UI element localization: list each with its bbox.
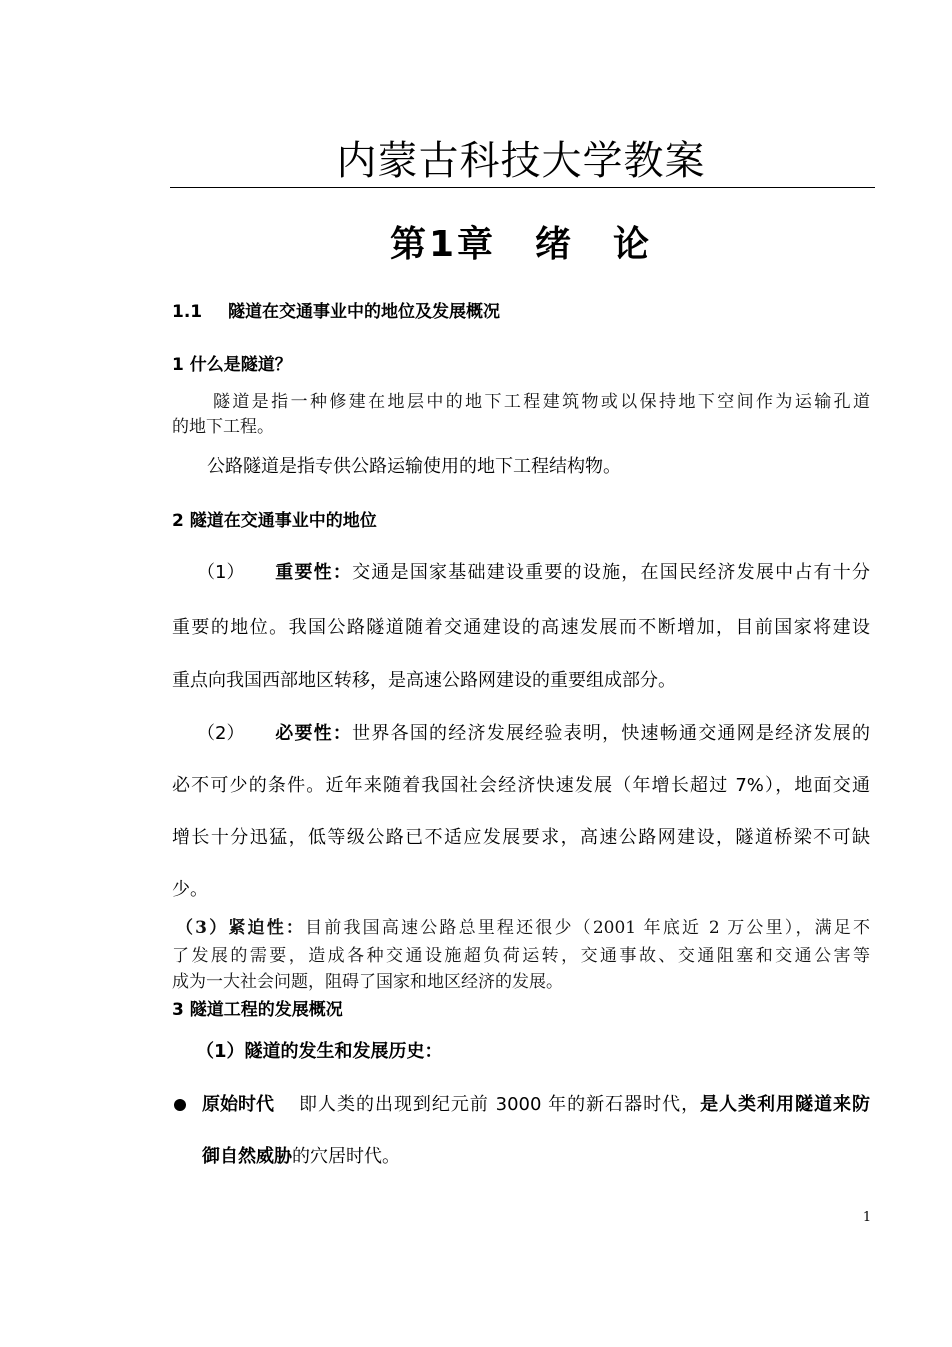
document-header-title: 内蒙古科技大学教案 [336, 138, 706, 184]
item-label: （3） [176, 918, 229, 938]
importance-paragraph-line [197, 561, 870, 585]
necessity-paragraph-line: 少。 [172, 879, 208, 900]
item-term: 重要性： [274, 562, 353, 583]
necessity-paragraph-line [197, 722, 870, 746]
section-heading [172, 300, 870, 324]
history-item-text-end: 的穴居时代。 [292, 1146, 400, 1167]
item-label: （1） [197, 562, 245, 583]
subsection-heading-status: 2 隧道在交通事业中的地位 [172, 511, 377, 531]
urgency-paragraph-line: 了发展的需要，造成各种交通设施超负荷运转，交通事故、交通阻塞和交通公害等 [172, 946, 870, 966]
history-item-line [202, 1093, 870, 1117]
history-subheading: （1）隧道的发生和发展历史： [196, 1041, 443, 1062]
header-rule [170, 187, 875, 188]
item-text: 目前我国高速公路总里程还很少（2001 年底近 2 万公里），满足不 [305, 918, 870, 938]
bullet-icon [174, 1099, 186, 1111]
importance-paragraph-line: 重点向我国西部地区转移，是高速公路网建设的重要组成部分。 [172, 670, 676, 691]
item-term: 紧迫性： [228, 918, 306, 938]
history-item-term: 原始时代 [202, 1094, 274, 1115]
subsection-heading-what-is-tunnel: 1 什么是隧道？ [172, 355, 292, 375]
necessity-paragraph-line: 增长十分迅猛，低等级公路已不适应发展要求，高速公路网建设，隧道桥梁不可缺 [172, 827, 870, 848]
history-item-text: 即人类的出现到纪元前 3000 年的新石器时代， [298, 1094, 701, 1115]
item-text: 交通是国家基础建设重要的设施，在国民经济发展中占有十分 [352, 562, 871, 583]
necessity-paragraph-line: 必不可少的条件。近年来随着我国社会经济快速发展（年增长超过 7%），地面交通 [172, 775, 870, 796]
section-number: 1.1 [172, 302, 203, 322]
definition-line: 隧道是指一种修建在地层中的地下工程建筑物或以保持地下空间作为运输孔道 [213, 392, 870, 412]
definition-line: 的地下工程。 [172, 417, 274, 437]
history-item-line [202, 1145, 870, 1169]
item-term: 必要性： [274, 723, 353, 744]
importance-paragraph-line: 重要的地位。我国公路隧道随着交通建设的高速发展而不断增加，目前国家将建设 [172, 617, 870, 638]
item-label: （2） [197, 723, 245, 744]
subsection-heading-development: 3 隧道工程的发展概况 [172, 1000, 343, 1020]
page-number: 1 [862, 1210, 872, 1225]
history-item-emphasis: 御自然威胁 [202, 1146, 292, 1167]
item-text: 世界各国的经济发展经验表明，快速畅通交通网是经济发展的 [352, 723, 871, 744]
history-item-emphasis: 是人类利用隧道来防 [700, 1094, 870, 1115]
urgency-paragraph-line: 成为一大社会问题，阻碍了国家和地区经济的发展。 [172, 972, 563, 992]
urgency-paragraph-line [176, 916, 870, 940]
section-title: 隧道在交通事业中的地位及发展概况 [228, 302, 500, 322]
chapter-title: 第1章 绪 论 [389, 224, 653, 265]
highway-tunnel-definition: 公路隧道是指专供公路运输使用的地下工程结构物。 [207, 456, 621, 477]
